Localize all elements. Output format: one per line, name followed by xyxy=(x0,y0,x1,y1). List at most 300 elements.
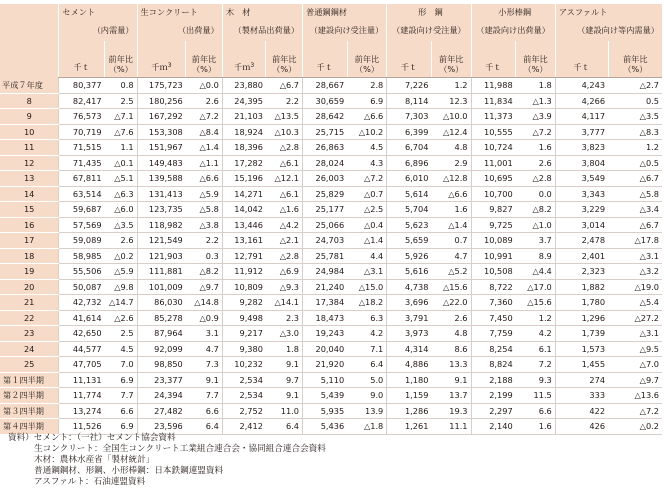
yoy-cell: 11.0 xyxy=(266,403,303,419)
value-cell: 19,243 xyxy=(303,326,348,342)
value-cell: 59,687 xyxy=(59,202,105,218)
yoy-cell: 4.8 xyxy=(431,326,471,342)
value-cell: 9,217 xyxy=(222,326,266,342)
value-cell: 9,827 xyxy=(471,202,516,218)
table-row xyxy=(0,186,662,202)
value-cell: 101,009 xyxy=(137,279,186,295)
row-label: 第１四半期 xyxy=(0,372,59,388)
yoy-cell: △0.2 xyxy=(105,248,138,264)
construction-materials-table xyxy=(0,4,662,435)
yoy-cell: △0.9 xyxy=(186,310,223,326)
yoy-cell: 2.6 xyxy=(186,93,223,109)
yoy-cell: 1.8 xyxy=(266,341,303,357)
value-cell: 82,417 xyxy=(59,93,105,109)
table-row xyxy=(0,233,662,249)
value-cell: 5,926 xyxy=(387,248,432,264)
yoy-cell: △3.0 xyxy=(266,326,303,342)
value-cell: 85,278 xyxy=(137,310,186,326)
value-cell: 92,099 xyxy=(137,341,186,357)
value-cell: 28,667 xyxy=(303,78,348,94)
yoy-cell: 2.3 xyxy=(266,310,303,326)
yoy-cell: △19.0 xyxy=(608,279,662,295)
yoy-cell: △3.1 xyxy=(608,326,662,342)
yoy-cell: 4.7 xyxy=(186,341,223,357)
value-cell: 80,377 xyxy=(59,78,105,94)
row-label: 11 xyxy=(0,140,59,156)
yoy-cell: △27.2 xyxy=(608,310,662,326)
value-cell: 1,780 xyxy=(555,295,608,311)
table-row xyxy=(0,248,662,264)
value-cell: 151,967 xyxy=(137,140,186,156)
table-row xyxy=(0,155,662,171)
yoy-cell: 2.5 xyxy=(105,326,138,342)
yoy-cell: 0.3 xyxy=(186,248,223,264)
yoy-cell: △9.3 xyxy=(266,279,303,295)
value-cell: 2,323 xyxy=(555,264,608,280)
group-small-bar-steel: 小形棒鋼 xyxy=(471,4,555,20)
row-label: 15 xyxy=(0,202,59,218)
row-label: 21 xyxy=(0,295,59,311)
value-cell: 7,360 xyxy=(471,295,516,311)
value-cell: 2,534 xyxy=(222,388,266,404)
yoy-cell: △9.5 xyxy=(608,341,662,357)
value-cell: 42,732 xyxy=(59,295,105,311)
value-cell: 4,117 xyxy=(555,109,608,125)
yoy-cell: 6.6 xyxy=(105,403,138,419)
yoy-cell: △2.5 xyxy=(347,202,387,218)
value-cell: 13,161 xyxy=(222,233,266,249)
yoy-cell: △6.3 xyxy=(105,186,138,202)
yoy-cell: △0.2 xyxy=(608,419,662,435)
value-cell: 153,308 xyxy=(137,124,186,140)
value-cell: 8,114 xyxy=(387,93,432,109)
value-cell: 180,256 xyxy=(137,93,186,109)
row-label: 第４四半期 xyxy=(0,419,59,435)
yoy-cell: △6.1 xyxy=(266,155,303,171)
value-cell: 121,549 xyxy=(137,233,186,249)
value-cell: 6,704 xyxy=(387,140,432,156)
value-cell: 28,024 xyxy=(303,155,348,171)
yoy-cell: △5.8 xyxy=(608,186,662,202)
yoy-cell: △3.5 xyxy=(105,217,138,233)
yoy-cell: 4.5 xyxy=(347,140,387,156)
yoy-cell: △2.8 xyxy=(266,140,303,156)
table-row xyxy=(0,295,662,311)
value-cell: 3,549 xyxy=(555,171,608,187)
yoy-cell: △2.6 xyxy=(105,310,138,326)
yoy-cell: △3.1 xyxy=(347,264,387,280)
note-line: 木材：農林水産省「製材統計」 xyxy=(34,455,155,465)
row-label: 22 xyxy=(0,310,59,326)
value-cell: 274 xyxy=(555,372,608,388)
value-cell: 24,395 xyxy=(222,93,266,109)
yoy-cell: 4.7 xyxy=(431,248,471,264)
unit-m3-label: 千ｍ xyxy=(234,61,251,72)
table-row xyxy=(0,310,662,326)
value-cell: 59,089 xyxy=(59,233,105,249)
unit-header: 千ｔ xyxy=(303,41,348,78)
row-label: 24 xyxy=(0,341,59,357)
subtitle-timber: （製材品出荷量） xyxy=(222,20,302,41)
yoy-cell: 1.2 xyxy=(431,78,471,94)
value-cell: 131,413 xyxy=(137,186,186,202)
value-cell: 9,725 xyxy=(471,217,516,233)
value-cell: 4,266 xyxy=(555,93,608,109)
yoy-cell: △3.2 xyxy=(608,264,662,280)
yoy-cell: △15.6 xyxy=(431,279,471,295)
yoy-cell: △0.7 xyxy=(347,186,387,202)
yoy-cell: 2.2 xyxy=(266,93,303,109)
yoy-cell: 6.4 xyxy=(266,419,303,435)
yoy-cell: △17.0 xyxy=(516,279,556,295)
yoy-cell: 2.9 xyxy=(431,155,471,171)
value-cell: 9,498 xyxy=(222,310,266,326)
value-cell: 27,482 xyxy=(137,403,186,419)
yoy-cell: △15.0 xyxy=(347,279,387,295)
yoy-cell: △5.1 xyxy=(105,171,138,187)
row-label: 14 xyxy=(0,186,59,202)
value-cell: 4,243 xyxy=(555,78,608,94)
value-cell: 3,791 xyxy=(387,310,432,326)
value-cell: 3,696 xyxy=(387,295,432,311)
value-cell: 14,042 xyxy=(222,202,266,218)
yoy-cell: 1.8 xyxy=(516,78,556,94)
yoy-cell: △3.8 xyxy=(186,217,223,233)
yoy-cell: △0.4 xyxy=(347,217,387,233)
value-cell: 7,303 xyxy=(387,109,432,125)
yoy-header xyxy=(347,41,387,78)
yoy-cell: 2.2 xyxy=(186,233,223,249)
value-cell: 3,804 xyxy=(555,155,608,171)
yoy-label: 前年比 （%） xyxy=(191,54,217,74)
value-cell: 8,254 xyxy=(471,341,516,357)
yoy-cell: 6.9 xyxy=(347,93,387,109)
value-cell: 28,642 xyxy=(303,109,348,125)
value-cell: 57,569 xyxy=(59,217,105,233)
yoy-cell: △10.2 xyxy=(347,124,387,140)
value-cell: 11,373 xyxy=(471,109,516,125)
yoy-cell: 9.1 xyxy=(266,357,303,373)
value-cell: 10,508 xyxy=(471,264,516,280)
row-label: 20 xyxy=(0,279,59,295)
table-row xyxy=(0,419,662,435)
row-label: 平成７年度 xyxy=(0,78,59,94)
subtitle-ready-mixed-concrete: （出荷量） xyxy=(137,20,222,41)
row-label: 9 xyxy=(0,109,59,125)
yoy-cell: 1.2 xyxy=(516,310,556,326)
note-line: 普通鋼鋼材、形鋼、小形棒鋼：日本鉄鋼連盟資料 xyxy=(34,466,224,476)
value-cell: 10,809 xyxy=(222,279,266,295)
row-label: 16 xyxy=(0,217,59,233)
value-cell: 4,738 xyxy=(387,279,432,295)
table-row xyxy=(0,171,662,187)
value-cell: 118,982 xyxy=(137,217,186,233)
value-cell: 11,774 xyxy=(59,388,105,404)
value-cell: 87,964 xyxy=(137,326,186,342)
yoy-cell: 8.9 xyxy=(516,248,556,264)
yoy-cell: 1.2 xyxy=(608,140,662,156)
yoy-cell: △7.6 xyxy=(105,124,138,140)
table-row xyxy=(0,109,662,125)
value-cell: 123,735 xyxy=(137,202,186,218)
yoy-cell: △6.7 xyxy=(608,217,662,233)
value-cell: 1,261 xyxy=(387,419,432,435)
value-cell: 2,140 xyxy=(471,419,516,435)
value-cell: 422 xyxy=(555,403,608,419)
value-cell: 8,824 xyxy=(471,357,516,373)
value-cell: 42,650 xyxy=(59,326,105,342)
value-cell: 25,715 xyxy=(303,124,348,140)
yoy-cell: △0.0 xyxy=(186,78,223,94)
yoy-header xyxy=(431,41,471,78)
yoy-cell: △2.8 xyxy=(516,171,556,187)
value-cell: 14,271 xyxy=(222,186,266,202)
value-cell: 5,704 xyxy=(387,202,432,218)
value-cell: 2,478 xyxy=(555,233,608,249)
yoy-cell: △8.4 xyxy=(186,124,223,140)
yoy-cell: 6.4 xyxy=(186,419,223,435)
yoy-cell: 5.0 xyxy=(347,372,387,388)
yoy-cell: △6.6 xyxy=(431,186,471,202)
yoy-cell: 9.3 xyxy=(516,372,556,388)
yoy-cell: △6.6 xyxy=(347,109,387,125)
value-cell: 175,723 xyxy=(137,78,186,94)
yoy-cell: △3.9 xyxy=(516,109,556,125)
value-cell: 11,912 xyxy=(222,264,266,280)
yoy-cell: △1.6 xyxy=(266,202,303,218)
value-cell: 70,719 xyxy=(59,124,105,140)
yoy-label: 前年比 （%） xyxy=(438,54,464,74)
yoy-cell: △1.1 xyxy=(186,155,223,171)
row-label: 10 xyxy=(0,124,59,140)
table-row xyxy=(0,217,662,233)
yoy-cell: △5.2 xyxy=(431,264,471,280)
value-cell: 426 xyxy=(555,419,608,435)
value-cell: 21,920 xyxy=(303,357,348,373)
yoy-cell: △12.8 xyxy=(431,171,471,187)
table-row xyxy=(0,264,662,280)
value-cell: 5,439 xyxy=(303,388,348,404)
value-cell: 2,199 xyxy=(471,388,516,404)
yoy-cell: △0.1 xyxy=(105,155,138,171)
yoy-cell: 6.4 xyxy=(347,357,387,373)
yoy-cell: △1.4 xyxy=(431,217,471,233)
yoy-cell: △5.4 xyxy=(608,295,662,311)
yoy-label: 前年比 （%） xyxy=(108,54,134,74)
yoy-cell: △14.7 xyxy=(105,295,138,311)
group-asphalt: アスファルト xyxy=(555,4,662,20)
value-cell: 23,596 xyxy=(137,419,186,435)
yoy-cell: 3.1 xyxy=(186,326,223,342)
value-cell: 24,703 xyxy=(303,233,348,249)
value-cell: 71,435 xyxy=(59,155,105,171)
value-cell: 3,777 xyxy=(555,124,608,140)
yoy-cell: 7.2 xyxy=(516,357,556,373)
yoy-header xyxy=(516,41,556,78)
value-cell: 86,030 xyxy=(137,295,186,311)
value-cell: 10,089 xyxy=(471,233,516,249)
value-cell: 25,781 xyxy=(303,248,348,264)
value-cell: 9,282 xyxy=(222,295,266,311)
value-cell: 11,834 xyxy=(471,93,516,109)
value-cell: 41,614 xyxy=(59,310,105,326)
yoy-cell: 4.4 xyxy=(347,248,387,264)
value-cell: 18,473 xyxy=(303,310,348,326)
yoy-header xyxy=(105,41,138,78)
table-row xyxy=(0,140,662,156)
table-row xyxy=(0,403,662,419)
yoy-cell: △6.1 xyxy=(266,186,303,202)
value-cell: 3,229 xyxy=(555,202,608,218)
yoy-label: 前年比 （%） xyxy=(622,54,648,74)
table-row xyxy=(0,326,662,342)
row-label: 19 xyxy=(0,264,59,280)
value-cell: 1,739 xyxy=(555,326,608,342)
value-cell: 44,577 xyxy=(59,341,105,357)
value-cell: 149,483 xyxy=(137,155,186,171)
yoy-header xyxy=(608,41,662,78)
value-cell: 23,880 xyxy=(222,78,266,94)
yoy-cell: △7.0 xyxy=(608,357,662,373)
value-cell: 5,616 xyxy=(387,264,432,280)
value-cell: 24,984 xyxy=(303,264,348,280)
table-row xyxy=(0,388,662,404)
group-cement: セメント xyxy=(59,4,137,20)
value-cell: 12,791 xyxy=(222,248,266,264)
row-label: 第３四半期 xyxy=(0,403,59,419)
yoy-cell: 13.9 xyxy=(347,403,387,419)
value-cell: 6,896 xyxy=(387,155,432,171)
source-notes xyxy=(8,433,326,488)
yoy-cell: 19.3 xyxy=(431,403,471,419)
subtitle-section-steel: （建設向け受注量） xyxy=(387,20,471,41)
unit-m3-label: 千ｍ xyxy=(151,61,168,72)
yoy-cell: △0.5 xyxy=(608,155,662,171)
value-cell: 4,314 xyxy=(387,341,432,357)
value-cell: 10,555 xyxy=(471,124,516,140)
subtitle-cement: （内需量） xyxy=(59,20,137,41)
value-cell: 98,850 xyxy=(137,357,186,373)
value-cell: 9,380 xyxy=(222,341,266,357)
yoy-cell: △5.8 xyxy=(186,202,223,218)
value-cell: 1,159 xyxy=(387,388,432,404)
value-cell: 11,988 xyxy=(471,78,516,94)
yoy-cell: △13.6 xyxy=(608,388,662,404)
unit-header: 千ｔ xyxy=(471,41,516,78)
value-cell: 3,973 xyxy=(387,326,432,342)
yoy-cell: 9.1 xyxy=(431,372,471,388)
yoy-cell: △9.7 xyxy=(608,372,662,388)
value-cell: 167,292 xyxy=(137,109,186,125)
unit-header xyxy=(137,41,186,78)
yoy-cell: △8.2 xyxy=(186,264,223,280)
yoy-header xyxy=(266,41,303,78)
yoy-cell: △12.1 xyxy=(266,171,303,187)
yoy-cell: 1.6 xyxy=(516,140,556,156)
yoy-cell: △7.1 xyxy=(105,109,138,125)
note-line: 資料）セメント：（一社）セメント協会資料 xyxy=(8,433,176,443)
value-cell: 2,534 xyxy=(222,372,266,388)
table-row xyxy=(0,357,662,373)
yoy-cell: △4.4 xyxy=(516,264,556,280)
value-cell: 1,882 xyxy=(555,279,608,295)
note-line: アスファルト：石油連盟資料 xyxy=(34,477,146,487)
value-cell: 18,396 xyxy=(222,140,266,156)
value-cell: 23,377 xyxy=(137,372,186,388)
value-cell: 21,240 xyxy=(303,279,348,295)
value-cell: 17,384 xyxy=(303,295,348,311)
yoy-cell: 6.6 xyxy=(186,403,223,419)
value-cell: 7,450 xyxy=(471,310,516,326)
value-cell: 26,003 xyxy=(303,171,348,187)
yoy-cell: △10.3 xyxy=(266,124,303,140)
yoy-cell: △5.9 xyxy=(186,186,223,202)
value-cell: 6,010 xyxy=(387,171,432,187)
yoy-cell: △17.8 xyxy=(608,233,662,249)
row-label: 18 xyxy=(0,248,59,264)
value-cell: 13,446 xyxy=(222,217,266,233)
yoy-cell: △7.2 xyxy=(347,171,387,187)
yoy-cell: 2.5 xyxy=(105,93,138,109)
yoy-cell: △10.0 xyxy=(431,109,471,125)
yoy-cell: △14.1 xyxy=(266,295,303,311)
yoy-cell: 12.3 xyxy=(431,93,471,109)
value-cell: 7,226 xyxy=(387,78,432,94)
yoy-cell: △7.2 xyxy=(608,403,662,419)
yoy-cell: 0.0 xyxy=(516,186,556,202)
yoy-cell: △9.8 xyxy=(105,279,138,295)
value-cell: 121,903 xyxy=(137,248,186,264)
yoy-label: 前年比 （%） xyxy=(523,54,548,74)
group-timber: 木 材 xyxy=(222,4,302,20)
value-cell: 3,343 xyxy=(555,186,608,202)
value-cell: 5,436 xyxy=(303,419,348,435)
value-cell: 2,752 xyxy=(222,403,266,419)
table-row xyxy=(0,124,662,140)
unit-header: 千ｔ xyxy=(59,41,105,78)
value-cell: 111,881 xyxy=(137,264,186,280)
table-row xyxy=(0,78,662,94)
value-cell: 2,188 xyxy=(471,372,516,388)
value-cell: 50,087 xyxy=(59,279,105,295)
value-cell: 10,232 xyxy=(222,357,266,373)
group-section-steel: 形 鋼 xyxy=(387,4,471,20)
yoy-cell: 9.1 xyxy=(266,388,303,404)
yoy-cell: △9.7 xyxy=(186,279,223,295)
yoy-header xyxy=(186,41,223,78)
value-cell: 17,282 xyxy=(222,155,266,171)
yoy-cell: △15.6 xyxy=(516,295,556,311)
unit-header: 千ｔ xyxy=(555,41,608,78)
value-cell: 7,759 xyxy=(471,326,516,342)
value-cell: 10,695 xyxy=(471,171,516,187)
row-label: 13 xyxy=(0,171,59,187)
subtitle-small-bar-steel: （建設向け出荷量） xyxy=(471,20,555,41)
yoy-cell: 6.1 xyxy=(516,341,556,357)
value-cell: 1,296 xyxy=(555,310,608,326)
yoy-cell: 6.6 xyxy=(516,403,556,419)
value-cell: 30,659 xyxy=(303,93,348,109)
yoy-cell: 2.6 xyxy=(516,155,556,171)
yoy-cell: △1.3 xyxy=(516,93,556,109)
yoy-cell: △13.5 xyxy=(266,109,303,125)
row-label: 第２四半期 xyxy=(0,388,59,404)
value-cell: 11,131 xyxy=(59,372,105,388)
yoy-cell: △1.8 xyxy=(347,419,387,435)
value-cell: 8,722 xyxy=(471,279,516,295)
yoy-cell: △6.0 xyxy=(105,202,138,218)
row-label: 12 xyxy=(0,155,59,171)
